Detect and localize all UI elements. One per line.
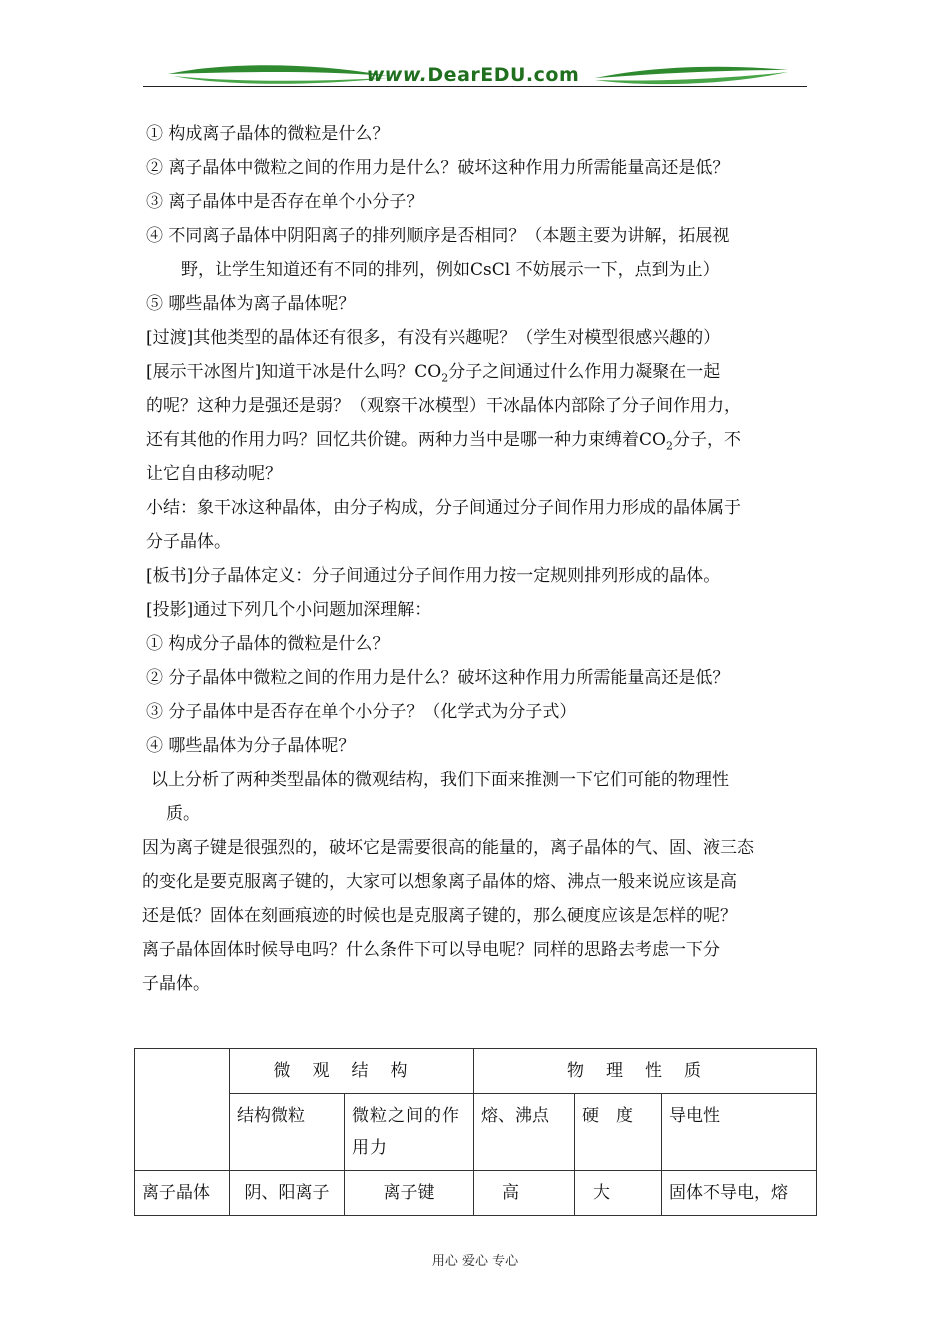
col-header-force: 微粒之间的作用力 <box>345 1094 474 1171</box>
text-line: 以上分析了两种类型晶体的微观结构，我们下面来推测一下它们可能的物理性 <box>151 770 729 790</box>
text-line: ③ 分子晶体中是否存在单个小分子？（化学式为分子式） <box>146 702 577 722</box>
col-header-melting-point: 熔、沸点 <box>474 1094 575 1171</box>
text-line: 子晶体。 <box>142 974 210 994</box>
text-line: 的呢？这种力是强还是弱？（观察干冰模型）干冰晶体内部除了分子间作用力， <box>146 396 741 416</box>
brand-logo <box>353 64 593 86</box>
table-cell-empty <box>135 1049 230 1171</box>
text-line: ① 构成离子晶体的微粒是什么？ <box>146 124 390 144</box>
text-line: [过渡]其他类型的晶体还有很多，有没有兴趣呢？（学生对模型很感兴趣的） <box>146 328 721 348</box>
text-line: 分子晶体。 <box>146 532 231 552</box>
text-run: [展示干冰图片]知道干冰是什么吗？CO <box>146 362 442 382</box>
text-line: 离子晶体固体时候导电吗？什么条件下可以导电呢？同样的思路去考虑一下分 <box>142 940 720 960</box>
text-run: 还有其他的作用力吗？回忆共价键。两种力当中是哪一种力束缚着CO <box>146 430 666 450</box>
text-line: 还是低？固体在刻画痕迹的时候也是克服离子键的，那么硬度应该是怎样的呢？ <box>142 906 737 926</box>
text-line: 的变化是要克服离子键的，大家可以想象离子晶体的熔、沸点一般来说应该是高 <box>142 872 737 892</box>
text-line: 小结：象干冰这种晶体，由分子构成，分子间通过分子间作用力形成的晶体属于 <box>146 498 741 518</box>
col-header-particle: 结构微粒 <box>230 1094 345 1171</box>
text-line: ① 构成分子晶体的微粒是什么？ <box>146 634 390 654</box>
document-body <box>142 117 810 1001</box>
text-run: 分子之间通过什么作用力凝聚在一起 <box>448 362 721 382</box>
header-rule <box>143 86 807 87</box>
brand-www: www. <box>366 64 428 86</box>
properties-table <box>134 1048 817 1216</box>
text-line: ② 分子晶体中微粒之间的作用力是什么？破坏这种作用力所需能量高还是低？ <box>146 668 730 688</box>
text-line <box>146 355 810 389</box>
text-line <box>146 423 810 457</box>
page-header <box>143 60 807 92</box>
col-header-hardness: 硬 度 <box>575 1094 662 1171</box>
text-line: 质。 <box>166 804 200 824</box>
table-cell: 离子键 <box>345 1171 474 1216</box>
table-cell: 大 <box>575 1171 662 1216</box>
table-row <box>135 1171 817 1216</box>
text-line: ④ 哪些晶体为分子晶体呢？ <box>146 736 356 756</box>
table-cell: 固体不导电，熔 <box>662 1171 817 1216</box>
subscript: 2 <box>665 439 673 453</box>
col-header-conductivity: 导电性 <box>662 1094 817 1171</box>
text-line: 野，让学生知道还有不同的排列，例如CsCl 不妨展示一下，点到为止） <box>181 260 720 280</box>
table-cell: 高 <box>474 1171 575 1216</box>
page-footer: 用心 爱心 专心 <box>431 1254 519 1269</box>
group-header-micro: 微观结构 <box>230 1049 474 1094</box>
text-run: 分子，不 <box>672 430 741 450</box>
group-header-physical: 物理性质 <box>474 1049 817 1094</box>
text-line: [投影]通过下列几个小问题加深理解： <box>146 600 432 620</box>
text-line: 因为离子键是很强烈的，破坏它是需要很高的能量的，离子晶体的气、固、液三态 <box>142 838 754 858</box>
text-line: [板书]分子晶体定义：分子间通过分子间作用力按一定规则排列形成的晶体。 <box>146 566 721 586</box>
text-line: ⑤ 哪些晶体为离子晶体呢？ <box>146 294 356 314</box>
text-line: 让它自由移动呢？ <box>146 464 282 484</box>
table-row <box>135 1094 817 1171</box>
text-line: ③ 离子晶体中是否存在单个小分子？ <box>146 192 424 212</box>
table-cell: 阴、阳离子 <box>230 1171 345 1216</box>
table-row <box>135 1049 817 1094</box>
subscript: 2 <box>441 371 449 385</box>
row-label: 离子晶体 <box>135 1171 230 1216</box>
brand-name: DearEDU.com <box>427 64 580 86</box>
text-line: ④ 不同离子晶体中阴阳离子的排列顺序是否相同？（本题主要为讲解，拓展视 <box>146 226 730 246</box>
text-line: ② 离子晶体中微粒之间的作用力是什么？破坏这种作用力所需能量高还是低？ <box>146 158 730 178</box>
